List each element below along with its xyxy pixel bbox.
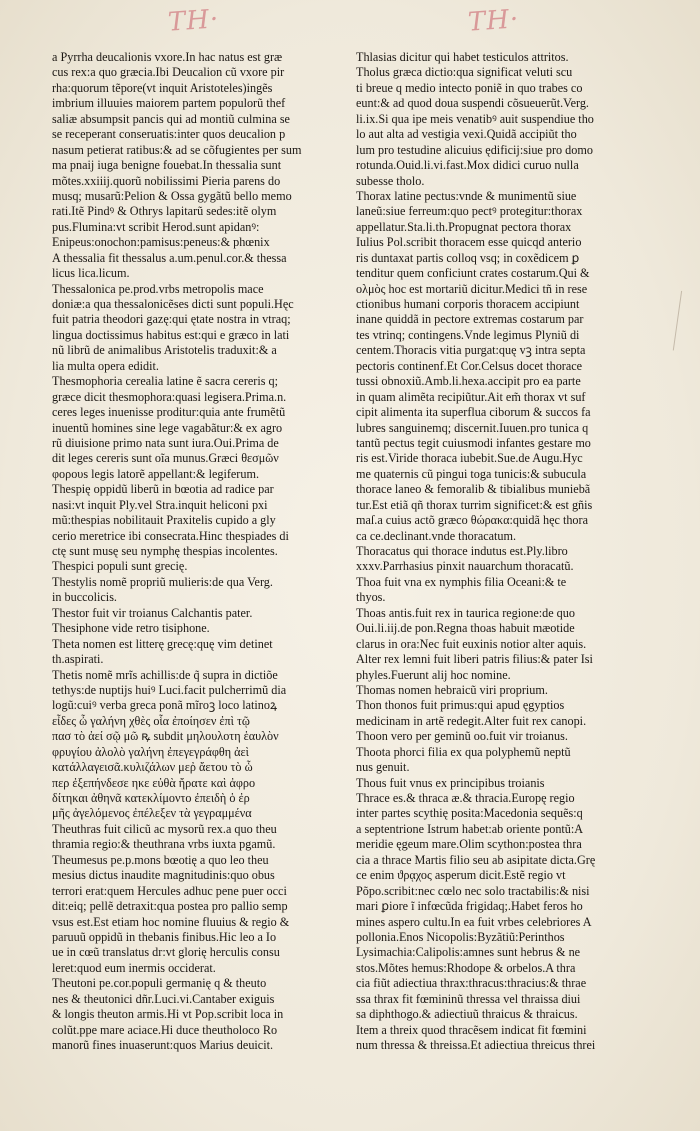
text-line: φορουs legis latorẽ appellant:& legiferum. [52,466,259,481]
text-line: ceres leges inuenisse proditur:quia ante frumẽtũ [52,405,286,420]
text-line: Theumesus pe.p.mons bœotię a quo leo theu [52,852,269,867]
text-line: se receperant conseruatis:inter quos deucalion p [52,127,286,142]
text-line: Lysimachia:Calipolis:amnes sunt hebrus & ne [356,945,581,960]
text-line: ssa thrax fit fœmininũ thressa vel thraissa diui [356,991,581,1006]
text-line: medicinam in artẽ redegit.Alter fuit rex canopi. [356,713,587,728]
text-line: manorũ fines inuaserunt:quos Marius deuicit. [52,1038,274,1052]
text-line: licus lica.licum. [52,266,130,281]
text-line: Thomas nomen hebraicũ viri proprium. [356,682,548,697]
text-line: maſ.a cuius actõ græco θώρακα:quidã hęc thora [356,513,588,528]
text-line: A thessalia fit thessalus a.um.penul.cor.& thessa [52,250,287,265]
text-line: Item a threix quod thracẽsem indicat fit fœmini [356,1022,587,1037]
text-line: pectoris continenf.Et Cor.Celsus docet thorace [356,358,583,373]
text-line: inter partes scythię posita:Macedonia sequẽs:q [356,806,583,821]
text-line: inuentũ homines sine lege vagabãtur:& ex agro [52,420,283,435]
text-line: nasum petierat ratibus:& ad se cõfugientes per sum [52,142,302,157]
header-mark-left: TH· [167,4,221,38]
text-line: Thoota phorci filia ex qua polyphemũ neptũ [356,744,571,759]
text-line: imbrium illuuies maiorem partem populorũ thef [52,96,286,111]
text-line: mari ꝑiore ĩ infœcũda frigidaq;.Habet feros ho [356,899,583,914]
text-line: mesius dictus inaudite magnitudinis:quo obus [52,868,275,883]
text-line: laneũ:siue ferreum:quo pectꝰ protegitur:thorax [356,204,583,219]
text-line: a septentrione Istrum habet:ab oriente pontũ:A [356,821,584,836]
text-line: lo aut alta ad vestigia vexi.Quidã accipiũt tho [356,127,577,142]
text-line: cipit alimenta ita superflua ciborum & succos fa [356,405,591,420]
text-line: in buccolicis. [52,590,117,605]
text-line: terrori erat:quem Hercules adhuc pene puer occi [52,883,287,898]
text-line: πασ τὸ ἀεί σῷ μῶ ꝶ subdit μηλουλοτη ἑαυλὸν [52,729,279,744]
text-line: Thesiphone vide retro tisiphone. [52,621,210,636]
text-line: rha:quorum tẽpore(vt inquit Aristoteles)ingẽs [52,80,273,95]
text-line: Thoracatus qui thorace indutus est.Ply.libro [356,544,568,558]
text-line: logũ:cuiꝰ verba greca ponã mĩroꝫ loco latinoꝝ [52,698,278,713]
text-line: phyles.Fuerunt alij hoc nomine. [356,667,511,682]
text-line: nasi:vt inquit Ply.vel Stra.inquit heliconi pxi [52,497,268,512]
text-line: meridie ęgeum mare.Olim scython:postea thra [356,837,582,852]
text-line: Alter rex lemni fuit liberi patris filius:& pater Isi [356,652,593,667]
text-line: ολμὸς hoc est mortariũ dicitur.Medici tñ in rese [356,281,588,296]
text-line: Thetis nomẽ mrĩs achillis:de q̃ supra in dictiõe [52,667,278,682]
text-line: Theta nomen est litterę grecę:quę vim detinet [52,636,273,651]
text-line: Oui.li.iij.de pon.Regna thoas habuit mæotide [356,621,575,636]
text-line: ce enim ϑρᾳχος asperum dicit.Estẽ regio vt [356,868,566,883]
text-line: thyos. [356,590,386,605]
text-line: εἶδες ὦ γαλήνη χθὲς οἷα ἐποίησεν ἐπὶ τῷ [52,713,250,728]
text-line: lia multa opera edidit. [52,358,159,373]
text-line: cerio meretrice ibi consecrata.Hinc thespiades di [52,528,289,543]
text-line: num thressa & threissa.Et adiectiua threicus threi [356,1038,596,1052]
text-line: thorace laneo & femoralib & tibialibus muniebã [356,482,591,497]
text-line: cia a thrace Martis filio seu ab asipitate dicta.Grę [356,852,596,867]
text-line: μῆς ἀγελόμενος ἐπέλεξεν τὰ γεγραμμένα [52,806,252,821]
text-line: tussi obnoxiũ.Amb.li.hexa.accipit pro ea parte [356,374,581,389]
text-line: thramia regio:& theuthrana vrbs iuxta pgamũ. [52,837,276,852]
text-line: cus rex:a quo græcia.Ibi Deucalion cũ vxore pir [52,65,285,80]
text-line: Theuthras fuit cilicũ ac mysorũ rex.a quo theu [52,821,277,836]
text-line: fuit patria theodori gazę:qui ętate nostra in vtraq; [52,312,291,327]
text-line: ctę sunt musę seu nymphę thespias incolentes. [52,544,278,558]
text-line: lubres sanguinemq; discernit.Iuuen.pro tunica q [356,420,589,435]
text-line: tur.Est etiã qñ thorax turrim significet:& est gñis [356,497,593,512]
text-line: eunt:& ad quod doua suspendi cõsueuerũt.Verg. [356,96,589,111]
text-line: rati.Itẽ Pindꝰ & Othrys lapitarũ sedes:itẽ olym [52,204,277,219]
text-line: περ ἐξεπήνδεσε ηκε εὐθὰ ἤρατε καὶ ἀφρο [52,775,256,790]
text-line: stos.Mõtes hemus:Rhodope & orbelos.A thra [356,960,576,975]
text-line: inane quiddã in pectore extremas costarum par [356,312,584,327]
text-line: appellatur.Sta.li.th.Propugnat pectora thorax [356,219,572,234]
text-line: cia fiũt adiectiua thrax:thracus:thracius:& thrae [356,976,587,991]
text-line: tenditur quem conficiunt crates costarum.Qui & [356,266,590,281]
text-line: mines aspero cultu.In ea fuit vrbes celebriores A [356,914,592,929]
text-line: & longis theuton armis.Hi vt Pop.scribit loca in [52,1007,284,1022]
text-line: Thrace es.& thraca æ.& thracia.Europę regio [356,791,575,805]
text-line: a Pyrrha deucalionis vxore.In hac natus est græ [52,50,283,64]
right-text-column [356,50,666,1053]
text-line: tantũ pectus tegit cuiusmodi infantes gestare mo [356,435,591,450]
text-line: Thorax latine pectus:vnde & munimentũ siue [356,188,577,203]
text-line: Tholus græca dictio:qua significat veluti scu [356,65,573,80]
text-line: li.ix.Si qua ipe meis venatibꝰ auit suspendiue tho [356,111,594,126]
text-line: in quam alimẽta recipiũtur.Ait em̃ thorax vt suf [356,389,586,404]
text-line: colũt.ppe mare aciace.Hi duce theutholoco Ro [52,1022,278,1037]
text-line: subesse tholo. [356,173,425,188]
text-line: pollonia.Enos Nicopolis:Byzãtiũ:Perinthos [356,929,565,944]
text-line: nes & theutonici dñr.Luci.vi.Cantaber exiguis [52,991,275,1006]
text-line: tethys:de nuptijs huiꝰ Luci.facit pulcherrimũ dia [52,682,287,697]
text-line: nus genuit. [356,760,410,775]
text-line: Theutoni pe.cor.populi germanię q & theuto [52,976,267,991]
text-line: doniæ:a qua thessalonicẽses dicti sunt populi.Hęc [52,297,294,311]
left-text-column [52,50,342,1053]
text-line: græce dicit thesmophora:quasi legisera.Prima.n. [52,389,287,404]
text-line: clarus in ora:Nec fuit euxinis notior alter aquis. [356,636,587,651]
text-line: musq; musarũ:Pelion & Ossa gygãtũ bello memo [52,188,292,203]
text-line: Thoa fuit vna ex nymphis filia Oceani:& te [356,574,567,589]
text-line: saliæ absumpsit pancis qui ad montiũ culmina se [52,111,290,126]
text-line: ue in cœũ translatus dr:vt glorię herculis consu [52,945,280,960]
text-line: Thon thonos fuit primus:qui apud ęgyptios [356,698,565,713]
text-line: th.aspirati. [52,652,104,667]
text-line: Enipeus:onochon:pamisus:peneus:& phœnix [52,235,270,250]
text-line: xxxv.Parrhasius pinxit nauarchum thoracatũ. [356,559,574,574]
text-line: paruuũ oppidũ in thebanis finibus.Hic leo a Io [52,929,277,944]
text-line: tes vtrinq; contingens.Vnde legimus Plyniũ di [356,327,580,342]
text-line: centem.Thoracis vitia purgat:quę vꝫ intra septa [356,343,586,358]
text-line: φρυγίου ἀλολὸ γαλήνη ἐπεγεγράφθη ἀεὶ [52,744,249,759]
text-line: nũ librũ de animalibus Aristotelis traduxit:& a [52,343,277,358]
text-line: ca ce.declinant.vnde thoracatum. [356,528,517,543]
text-line: ris est.Viride thoraca iubebit.Sue.de Augu.Hyc [356,451,583,466]
text-line: ctionibus humani corporis thoracem accipiunt [356,297,580,311]
header-mark-right: TH· [467,4,521,38]
text-line: mũ:thespias nobilitauit Praxitelis cupido a gly [52,513,276,528]
text-line: Thous fuit vnus ex principibus troianis [356,775,545,790]
text-line: dit:eiq; pellẽ detraxit:qua postea pro pallio semp [52,899,288,914]
text-line: ti breue q medio intecto poniẽ in quo trabes co [356,80,583,95]
text-line: leret:quod eum inermis occiderat. [52,960,216,975]
text-line: rũ diuisione primo nata sunt iura.Oui.Prima de [52,435,279,450]
text-line: Thestylis nomẽ propriũ mulieris:de qua Verg. [52,574,273,589]
text-line: Thlasias dicitur qui habet testiculos attritos. [356,50,569,64]
text-line: Thessalonica pe.prod.vrbs metropolis mace [52,281,264,296]
text-line: mõtes.xxiiij.quorũ nobilissimi Pieria parens do [52,173,281,188]
text-line: sa diphthogo.& adiectiuũ thraicus & thraicus. [356,1007,578,1022]
text-line: Thoon vero per geminũ oo.fuit vir troianus. [356,729,568,744]
text-line: ris duntaxat partis colloq vsq; in coxẽdicem ꝑ [356,250,580,265]
text-line: Thoas antis.fuit rex in taurica regione:de quo [356,605,575,620]
text-line: Thespię oppidũ liberũ in bœotia ad radice par [52,482,274,497]
text-line: dit leges cereris sunt oĩa munus.Græci θεσμῶν [52,451,279,466]
text-line: Põpo.scribit:nec cœlo nec solo tractabilis:& nisi [356,883,590,898]
text-line: lum pro testudine alicuius ędificij:siue pro domo [356,142,593,157]
text-line: Thespici populi sunt grecię. [52,559,188,574]
text-line: κατάλλαγεισᾶ.κυλιζάλων μεῤ ἄετου τὸ ὧ [52,760,253,775]
text-line: pus.Flumina:vt scribit Herod.sunt apidanꝰ: [52,219,260,234]
text-line: Iulius Pol.scribit thoracem esse quicqd anterio [356,235,582,250]
text-line: lingua doctissimus habitus est:qui e græco in lati [52,327,290,342]
text-line: Thestor fuit vir troianus Calchantis pater. [52,605,253,620]
text-line: ma pnaij iuga benigne fouebat.In thessalia sunt [52,158,282,173]
text-line: vsus est.Est etiam hoc nomine fluuius & regio & [52,914,290,929]
text-line: δίτηκαι ἀθηνᾶ κατεκλίμοντο ἐπειδὴ ὁ ἐρ [52,791,250,805]
text-line: me quaternis cũ pingui toga tunicis:& subucula [356,466,587,481]
text-line: Thesmophoria cerealia latine ẽ sacra cereris q; [52,374,279,389]
text-line: rotunda.Ouid.li.vi.fast.Mox didici curuo nulla [356,158,579,173]
